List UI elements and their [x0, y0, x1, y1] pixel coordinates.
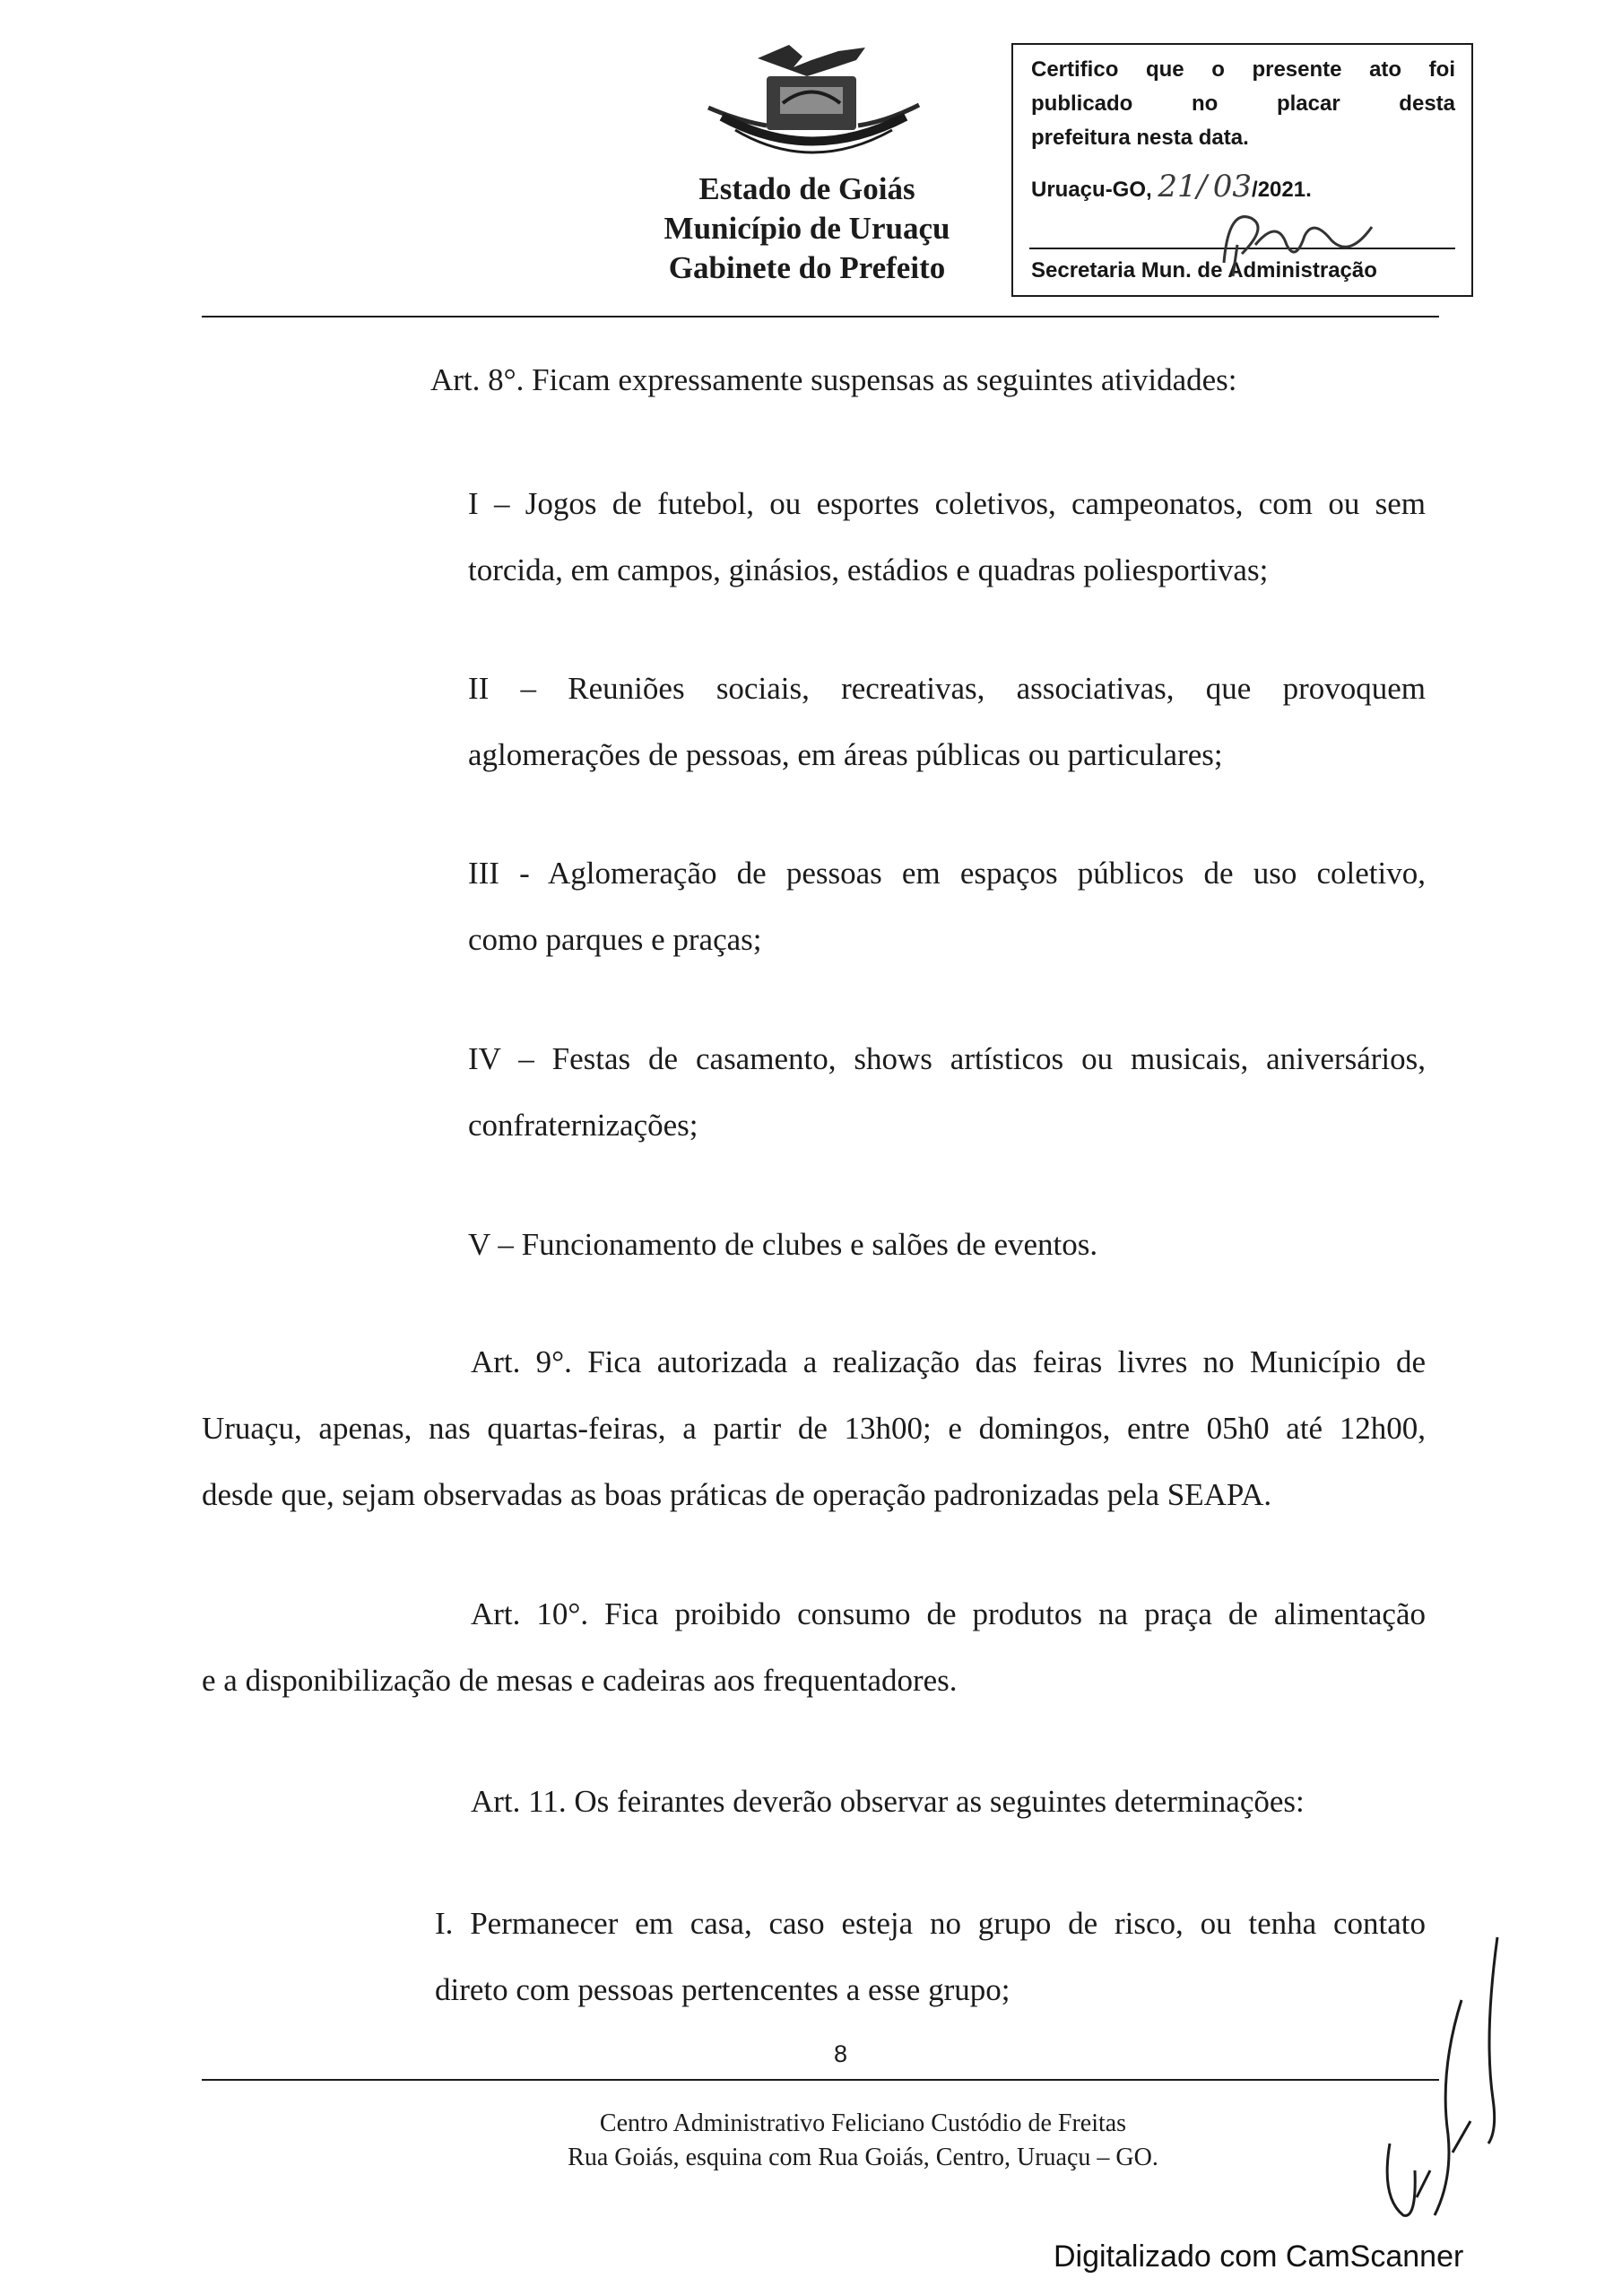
art11-item-1-line-2: direto com pessoas pertencentes a esse grupo;	[435, 1972, 1010, 2007]
certificate-date-year: /2021.	[1252, 178, 1312, 202]
footer-address-line-2: Rua Goiás, esquina com Rua Goiás, Centro, Uruaçu – GO.	[568, 2144, 1158, 2171]
art8-item-1-line-1: I – Jogos de futebol, ou esportes coletivos, campeonatos, com ou sem	[468, 486, 1426, 521]
art11-item-1-line-1: I. Permanecer em casa, caso esteja no grupo de risco, ou tenha contato	[435, 1906, 1426, 1941]
art8-intro: Art. 8°. Ficam expressamente suspensas as seguintes atividades:	[430, 362, 1237, 397]
art8-item-3-line-2: como parques e praças;	[468, 922, 762, 957]
certificate-date: Uruaçu-GO, 21/ 03/2021.	[1031, 169, 1312, 204]
header-divider	[202, 316, 1439, 317]
art9-line-3: desde que, sejam observadas as boas práticas de operação padronizadas pela SEAPA.	[202, 1477, 1272, 1512]
art8-item-4-line-1: IV – Festas de casamento, shows artísticos ou musicais, aniversários,	[468, 1041, 1426, 1076]
state-name: Estado de Goiás	[698, 171, 915, 206]
art8-item-5: V – Funcionamento de clubes e salões de eventos.	[468, 1227, 1098, 1262]
municipal-crest-logo	[704, 40, 924, 161]
certificate-date-month: 03	[1212, 169, 1253, 204]
art11-intro: Art. 11. Os feirantes deverão observar as seguintes determinações:	[471, 1784, 1305, 1819]
art10-line-1: Art. 10°. Fica proibido consumo de produtos na praça de alimentação	[471, 1596, 1426, 1631]
footer-address-line-1: Centro Administrativo Feliciano Custódio de Freitas	[599, 2109, 1127, 2137]
art8-item-4-line-2: confraternizações;	[468, 1108, 698, 1143]
art8-item-2-line-2: aglomerações de pessoas, em áreas públicas ou particulares;	[468, 737, 1223, 772]
art9-line-2: Uruaçu, apenas, nas quartas-feiras, a partir de 13h00; e domingos, entre 05h0 até 12h00,	[202, 1411, 1426, 1446]
certificate-issuer: Secretaria Mun. de Administração	[1031, 258, 1377, 283]
margin-signature	[1363, 1928, 1524, 2224]
art8-item-2-line-1: II – Reuniões sociais, recreativas, associativas, que provoquem	[468, 671, 1426, 706]
office-name: Gabinete do Prefeito	[668, 250, 946, 285]
page-number: 8	[834, 2040, 848, 2067]
art8-item-1-line-2: torcida, em campos, ginásios, estádios e quadras poliesportivas;	[468, 552, 1269, 587]
certificate-date-day: 21	[1158, 169, 1197, 204]
certificate-signature	[1215, 191, 1385, 290]
certificate-line-2: publicado no placar desta	[1031, 91, 1455, 116]
certificate-line-1: Certifico que o presente ato foi	[1031, 57, 1455, 82]
art10-line-2: e a disponibilização de mesas e cadeiras aos frequentadores.	[202, 1663, 958, 1698]
certificate-line-3: prefeitura nesta data.	[1031, 126, 1249, 150]
municipality-name: Município de Uruaçu	[664, 211, 950, 246]
footer-divider	[202, 2079, 1439, 2081]
certificate-date-prefix: Uruaçu-GO,	[1031, 178, 1152, 202]
scanner-watermark: Digitalizado com CamScanner	[1054, 2239, 1464, 2274]
art8-item-3-line-1: III - Aglomeração de pessoas em espaços públicos de uso coletivo,	[468, 856, 1426, 891]
art9-line-1: Art. 9°. Fica autorizada a realização das feiras livres no Município de	[471, 1344, 1426, 1379]
